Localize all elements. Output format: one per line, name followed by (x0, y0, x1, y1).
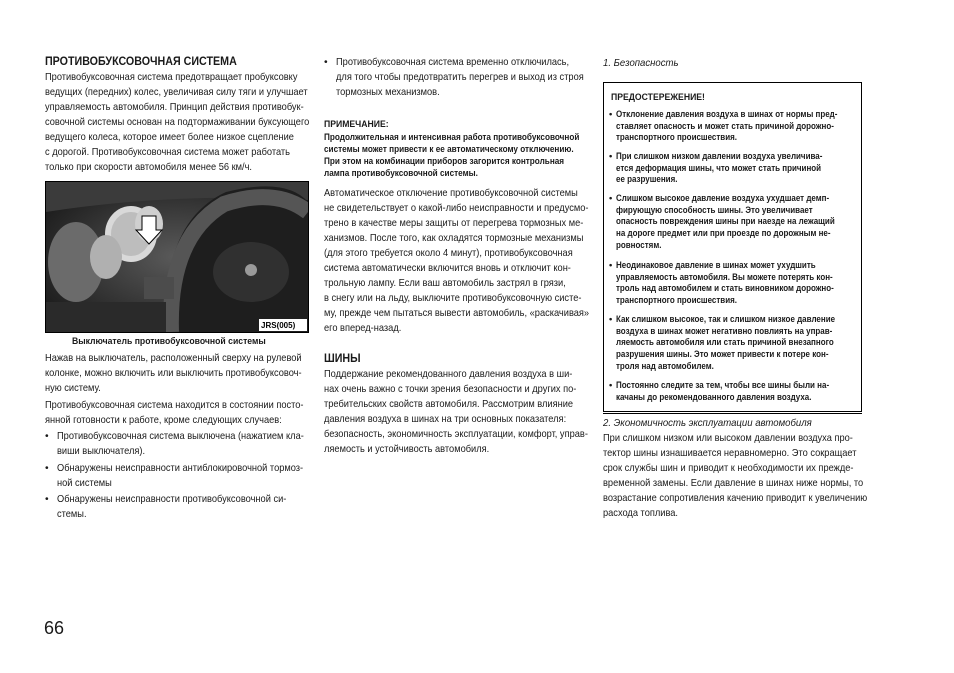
text-line: для того чтобы предотвратить перегрев и выход из строя (336, 72, 584, 83)
text-line: колонке, можно включить или выключить противобуксовоч- (45, 368, 302, 379)
text-line: ровностям. (616, 239, 662, 250)
photo-caption: Выключатель противобуксовочной системы (72, 336, 266, 346)
note-text (324, 131, 614, 179)
economy-paragraph (603, 431, 897, 521)
text-line: Продолжительная и интенсивная работа противобуксовочной (324, 132, 580, 142)
text-line: Противобуксовочная система временно отключилась, (336, 57, 570, 68)
text-line: качаны до рекомендованного давления воздуха. (616, 391, 812, 402)
text-line: виши выключателя). (57, 446, 146, 457)
text-line: давления воздуха в шинах на три основных показателя: (324, 414, 567, 425)
text-line: разрушения шины. Это может привести к потере кон- (616, 349, 829, 360)
text-line: трольную лампу. Если ваш автомобиль застрял в грязи, (324, 278, 566, 289)
text-line: ную систему. (45, 383, 101, 394)
photo-code: JRS(005) (261, 321, 296, 330)
text-line: троля над автомобилем. (616, 360, 714, 371)
dashboard-image (46, 182, 308, 332)
text-line: янной готовности к работе, кроме следующих случаев: (45, 415, 282, 426)
text-line: не свидетельствует о какой-либо неисправности и предусмо- (324, 203, 589, 214)
text-line: му, прежде чем пытаться вывести автомобиль, «раскачивая» (324, 308, 590, 319)
text-line: Обнаружены неисправности антиблокировочной тормоз- (57, 463, 304, 474)
switch-paragraph (45, 351, 330, 396)
divider (603, 413, 862, 414)
page-number: 66 (44, 618, 65, 638)
text-line: только при скорости автомобиля менее 56 км/ч. (45, 162, 253, 173)
text-line: тектор шины изнашивается неравномерно. Это сокращает (603, 448, 857, 459)
text-line: Обнаружены неисправности противобуксовочной си- (57, 494, 287, 505)
text-line: опасность повреждения шины при наезде на лежащий (616, 216, 835, 227)
text-line: требительских свойств автомобиля. Рассмотрим влияние (324, 399, 574, 410)
text-line: с дорогой. Противобуксовочная система может работать (45, 147, 290, 158)
text-line: срок службы шин и приводит к необходимости их прежде- (603, 463, 854, 474)
text-line: ляемость автомобиля или стать причиной внезапного (616, 337, 834, 348)
text-line: ставляет опасность и может стать причиной дорожно- (616, 120, 834, 131)
text-line: При слишком низком давлении воздуха увеличива- (616, 151, 823, 161)
text-line: троль над автомобилем и стать виновником дорожно- (616, 283, 834, 294)
text-line: его вперед-назад. (324, 323, 402, 334)
text-line: транспортного происшествия. (616, 295, 738, 306)
text-line: временной замены. Если давление в шинах ниже нормы, то (603, 478, 864, 489)
text-line: (для этого требуется около 4 минут), противобуксовочная (324, 248, 573, 259)
text-line: возрастание сопротивления качению приводит к увеличению (603, 493, 868, 504)
text-line: Противобуксовочная система выключена (нажатием кла- (57, 431, 304, 442)
text-line: в снегу или на льду, выключите противобуксовочную систе- (324, 293, 582, 304)
text-line: стемы. (57, 509, 87, 520)
text-line: тормозных механизмов. (336, 87, 440, 98)
section-heading-traction: ПРОТИВОБУКСОВОЧНАЯ СИСТЕМА (45, 56, 237, 68)
text-line: Неодинаковое давление в шинах может ухудшить (616, 260, 816, 270)
text-line: ее разрушения. (616, 174, 678, 185)
text-line: воздуха в шинах может негативно повлиять на управ- (616, 325, 833, 336)
text-line: трено в качестве меры защиты от перегрева тормозных ме- (324, 218, 584, 229)
text-line: ведущего колеса, которое имеет более низкое сцепление (45, 132, 294, 143)
text-line: ханизмов. После того, как охладятся тормозные механизмы (324, 233, 584, 244)
text-line: транспортного происшествия. (616, 132, 738, 143)
text-line: При слишком низком или высоком давлении воздуха про- (603, 433, 853, 444)
warning-heading: ПРЕДОСТЕРЕЖЕНИЕ! (611, 92, 705, 102)
text-line: Слишком высокое давление воздуха ухудшает демп- (616, 193, 830, 203)
readiness-paragraph (45, 398, 332, 428)
auto-disable-paragraph (324, 186, 619, 336)
note-heading: ПРИМЕЧАНИЕ: (324, 119, 389, 129)
traction-switch-photo (45, 181, 309, 333)
text-line: управляемость автомобиля. Вы можете потерять кон- (616, 271, 833, 282)
text-line: расхода топлива. (603, 508, 679, 519)
text-line: Противобуксовочная система предотвращает пробуксовку (45, 72, 298, 83)
text-line: ведущих (передних) колес, увеличивая силу тяги и улучшает (45, 87, 308, 98)
text-line: ляемость и устойчивость автомобиля. (324, 444, 490, 455)
text-line: ной системы (57, 478, 112, 489)
text-line: система автоматически включится вновь и отключит кон- (324, 263, 571, 274)
text-line: на дороге предмет или при проезде по дорожным не- (616, 228, 831, 239)
text-line: ется деформация шины, что может стать причиной (616, 162, 822, 173)
text-line: совочной системы основан на подтормаживании буксующего (45, 117, 310, 128)
text-line: нах очень важно с точки зрения безопасности и других по- (324, 384, 577, 395)
section-heading-tires: ШИНЫ (324, 353, 361, 365)
text-line: Противобуксовочная система находится в состоянии посто- (45, 400, 304, 411)
safety-heading: 1. Безопасность (603, 58, 679, 69)
economy-heading: 2. Экономичность эксплуатации автомобиля (603, 418, 812, 429)
intro-paragraph (45, 70, 339, 175)
text-line: системы может привести к ее автоматическому отключению. (324, 144, 574, 154)
text-line: Отклонение давления воздуха в шинах от нормы пред- (616, 109, 838, 119)
text-line: Автоматическое отключение противобуксовочной системы (324, 188, 578, 199)
tires-paragraph (324, 367, 617, 457)
text-line: Нажав на выключатель, расположенный сверху на рулевой (45, 353, 302, 364)
text-line: При этом на комбинации приборов загорится контрольная (324, 156, 565, 166)
text-line: Поддержание рекомендованного давления воздуха в ши- (324, 369, 573, 380)
text-line: Как слишком высокое, так и слишком низкое давление (616, 314, 836, 324)
text-line: безопасность, экономичность эксплуатации, комфорт, управ- (324, 429, 588, 440)
text-line: фирующую способность шины. Это увеличивает (616, 204, 813, 215)
text-line: лампа противобуксовочной системы. (324, 168, 478, 178)
text-line: Постоянно следите за тем, чтобы все шины были на- (616, 380, 830, 390)
text-line: управляемость автомобиля. Принцип действия противобук- (45, 102, 304, 113)
